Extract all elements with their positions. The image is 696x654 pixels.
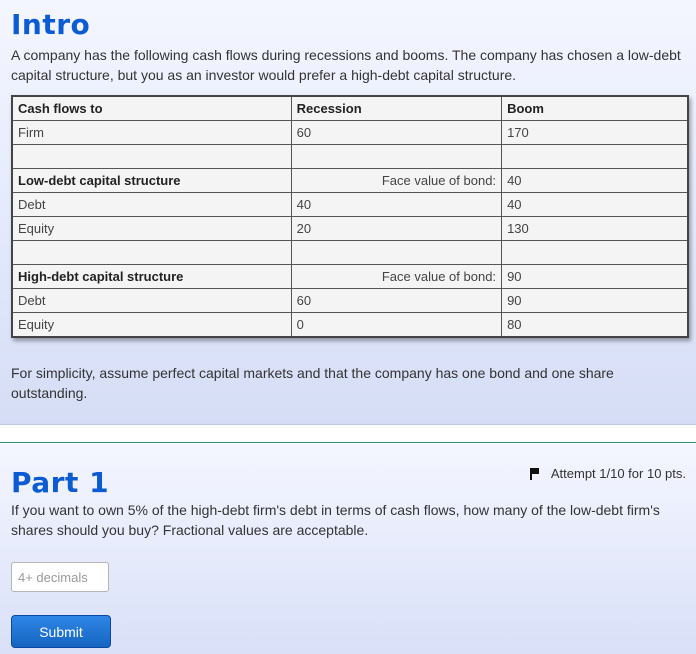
cell-boom: 80 [502,313,688,338]
cash-flow-table [11,95,689,338]
empty-cell [12,241,291,265]
low-debt-face-value-label: Face value of bond: [291,169,501,193]
table-row-empty [12,241,688,265]
empty-cell [12,145,291,169]
empty-cell [291,145,501,169]
cell-boom: 90 [502,289,688,313]
cell-recession: 40 [291,193,501,217]
table-row-high-debt-debt [12,289,688,313]
empty-cell [502,145,688,169]
cell-boom: 170 [502,121,688,145]
cell-label: Debt [12,289,291,313]
cell-recession: 20 [291,217,501,241]
high-debt-face-value-label: Face value of bond: [291,265,501,289]
header-cash-flows-to: Cash flows to [12,96,291,121]
table-row-empty [12,145,688,169]
cell-label: Debt [12,193,291,217]
cell-recession: 60 [291,289,501,313]
attempt-info [529,466,686,481]
table-row-firm [12,121,688,145]
low-debt-label: Low-debt capital structure [12,169,291,193]
cell-boom: 40 [502,193,688,217]
cell-recession: 0 [291,313,501,338]
empty-cell [502,241,688,265]
cell-label: Firm [12,121,291,145]
intro-text: A company has the following cash flows during recessions and booms. The company has chosen a low-debt capital structure, but you as an investor would prefer a high-debt capital structure. [11,47,681,83]
header-recession: Recession [291,96,501,121]
answer-input[interactable] [11,562,109,592]
empty-cell [291,241,501,265]
part1-section [0,444,696,654]
high-debt-face-value: 90 [502,265,688,289]
part1-title: Part 1 [11,466,110,499]
cell-boom: 130 [502,217,688,241]
low-debt-face-value: 40 [502,169,688,193]
high-debt-label: High-debt capital structure [12,265,291,289]
section-divider [0,442,696,443]
flag-icon [529,468,541,480]
table-row-low-debt-header [12,169,688,193]
intro-outro-text: For simplicity, assume perfect capital markets and that the company has one bond and one share outstanding. [11,365,614,401]
attempt-text: Attempt 1/10 for 10 pts. [550,466,686,481]
header-boom: Boom [502,96,688,121]
table-row-high-debt-equity [12,313,688,338]
submit-button[interactable]: Submit [11,615,111,648]
cell-recession: 60 [291,121,501,145]
cell-label: Equity [12,313,291,338]
table-row-high-debt-header [12,265,688,289]
intro-title: Intro [11,8,91,41]
question-text: If you want to own 5% of the high-debt firm's debt in terms of cash flows, how many of the low-debt firm's shares should you buy? Fractional values are acceptable. [11,502,660,538]
table-header-row [12,96,688,121]
table-row-low-debt-equity [12,217,688,241]
table-row-low-debt-debt [12,193,688,217]
cell-label: Equity [12,217,291,241]
